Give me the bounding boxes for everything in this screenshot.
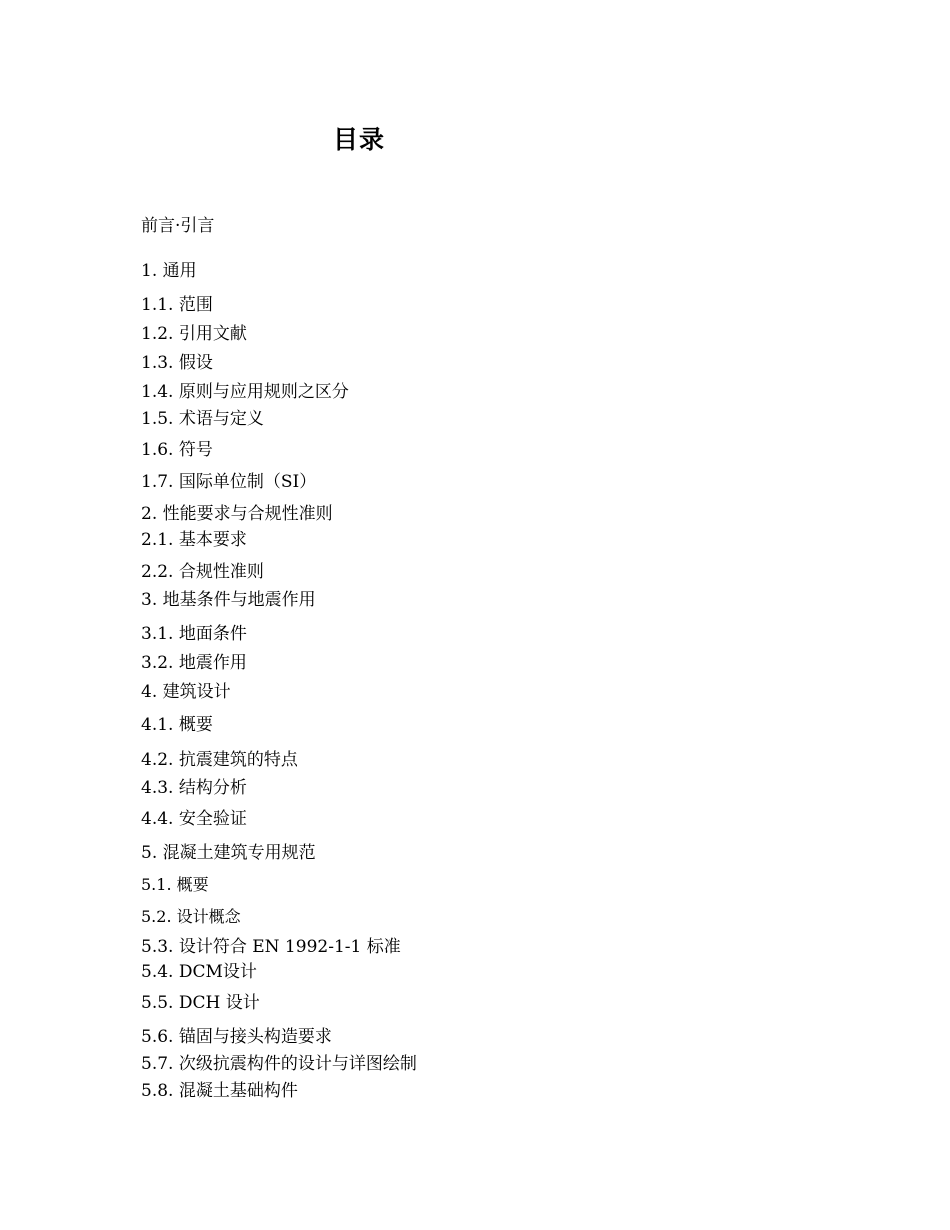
toc-entry-1-2: 1.2. 引用文献: [141, 324, 247, 344]
page-title: 目录: [333, 125, 386, 154]
toc-entry-5-4: 5.4. DCM设计: [141, 962, 257, 982]
toc-entry-3-1: 3.1. 地面条件: [141, 624, 247, 644]
toc-entry-4-3: 4.3. 结构分析: [141, 778, 247, 798]
toc-entry-4-1: 4.1. 概要: [141, 715, 213, 735]
toc-entry-1-7: 1.7. 国际单位制（SI）: [141, 472, 317, 492]
toc-entry-5-8: 5.8. 混凝土基础构件: [141, 1081, 298, 1101]
toc-entry-foreword: 前言·引言: [141, 216, 215, 236]
toc-entry-1: 1. 通用: [141, 261, 197, 281]
toc-entry-4-4: 4.4. 安全验证: [141, 809, 247, 829]
toc-entry-1-1: 1.1. 范围: [141, 295, 213, 315]
toc-entry-3: 3. 地基条件与地震作用: [141, 590, 316, 610]
toc-entry-4-2: 4.2. 抗震建筑的特点: [141, 750, 298, 770]
toc-entry-2-1: 2.1. 基本要求: [141, 530, 247, 550]
toc-entry-5-6: 5.6. 锚固与接头构造要求: [141, 1027, 332, 1047]
toc-entry-1-3: 1.3. 假设: [141, 353, 213, 373]
toc-entry-2: 2. 性能要求与合规性准则: [141, 504, 333, 524]
toc-entry-5-3: 5.3. 设计符合 EN 1992-1-1 标准: [141, 937, 401, 957]
toc-entry-4: 4. 建筑设计: [141, 682, 231, 702]
toc-entry-2-2: 2.2. 合规性准则: [141, 562, 264, 582]
toc-entry-1-4: 1.4. 原则与应用规则之区分: [141, 382, 349, 402]
toc-entry-5-2: 5.2. 设计概念: [141, 907, 241, 926]
toc-entry-5-1: 5.1. 概要: [141, 875, 209, 894]
toc-entry-5: 5. 混凝土建筑专用规范: [141, 843, 316, 863]
toc-entry-3-2: 3.2. 地震作用: [141, 653, 247, 673]
toc-entry-5-5: 5.5. DCH 设计: [141, 993, 260, 1013]
toc-entry-1-6: 1.6. 符号: [141, 440, 213, 460]
toc-entry-5-7: 5.7. 次级抗震构件的设计与详图绘制: [141, 1054, 417, 1074]
toc-entry-1-5: 1.5. 术语与定义: [141, 409, 264, 429]
